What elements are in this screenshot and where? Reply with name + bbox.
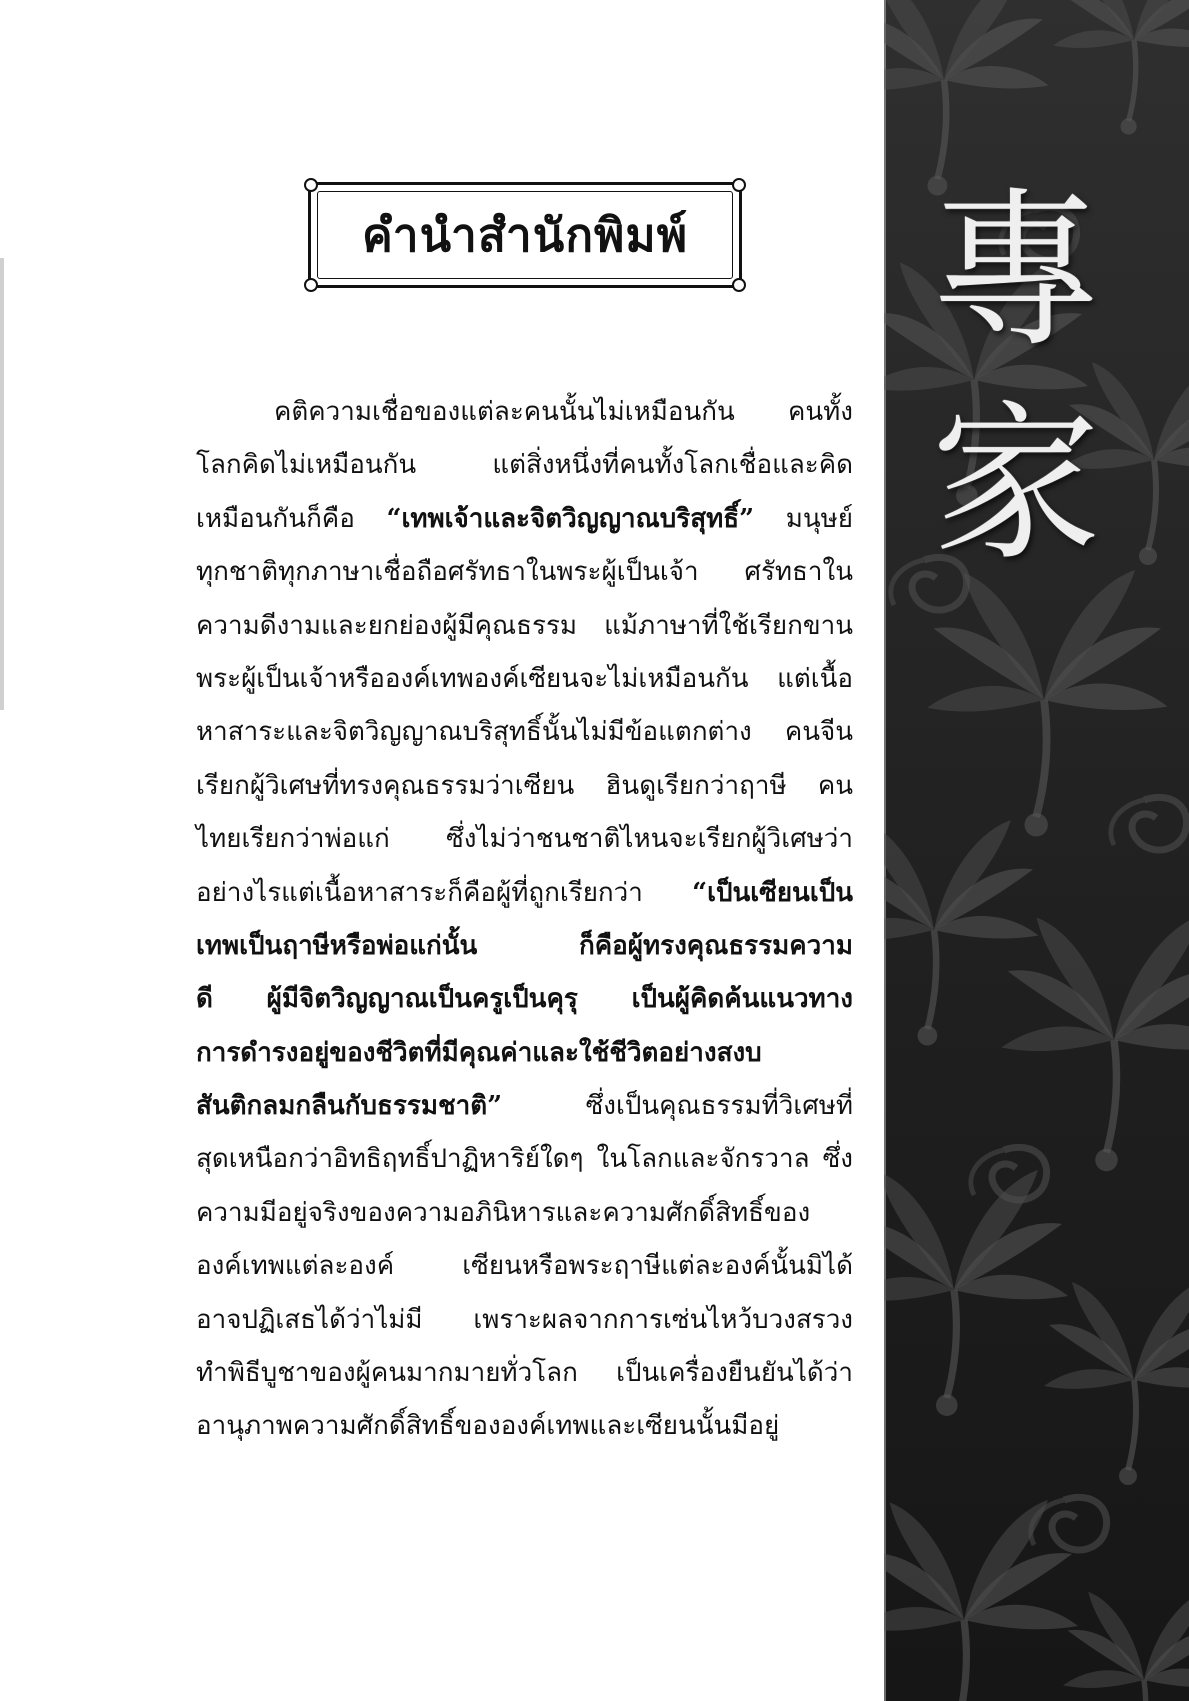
frame-corner-ornament	[304, 278, 318, 292]
frame-corner-ornament	[732, 178, 746, 192]
bold-text-segment: “เทพเจ้าและจิตวิญญาณบริสุทธิ์”	[386, 503, 755, 534]
vertical-chinese-title	[916, 170, 1116, 588]
bold-text-segment: สันติกลมกลืนกับธรรมชาติ”	[196, 1091, 503, 1122]
paragraph-line	[196, 1400, 853, 1453]
paragraph-line	[196, 1187, 853, 1240]
paragraph-line	[196, 1080, 853, 1133]
text-segment: โลกคิดไม่เหมือนกัน แต่สิ่งหนึ่งที่คนทั้งโลกเชื่อและคิด	[196, 450, 853, 481]
vertical-title-char: 家	[930, 386, 1101, 584]
text-segment: พระผู้เป็นเจ้าหรือองค์เทพองค์เซียนจะไม่เหมือนกัน แต่เนื้อ	[196, 663, 853, 694]
bold-text-segment: “เป็นเซียนเป็น	[692, 877, 853, 908]
text-segment: ซึ่งเป็นคุณธรรมที่วิเศษที่	[502, 1091, 853, 1122]
text-segment: อาจปฏิเสธได้ว่าไม่มี เพราะผลจากการเซ่นไหว้บวงสรวง	[196, 1304, 853, 1335]
text-segment: ความดีงามและยกย่องผู้มีคุณธรรม แม้ภาษาที่ใช้เรียกขาน	[196, 610, 853, 641]
text-segment: ทุกชาติทุกภาษาเชื่อถือศรัทธาในพระผู้เป็นเจ้า ศรัทธาใน	[196, 557, 853, 588]
paragraph-line	[196, 386, 853, 439]
bold-text-segment: ดี ผู้มีจิตวิญญาณเป็นครูเป็นคุรุ เป็นผู้คิดค้นแนวทาง	[196, 984, 853, 1015]
paragraph-line	[196, 760, 853, 813]
paragraph-line	[196, 439, 853, 492]
page-edge-mark	[0, 258, 4, 710]
text-segment: มนุษย์	[754, 503, 853, 534]
paragraph-line	[196, 1294, 853, 1347]
text-segment: อย่างไรแต่เนื้อหาสาระก็คือผู้ที่ถูกเรียกว่า	[196, 877, 693, 908]
text-segment: ไทยเรียกว่าพ่อแก่ ซึ่งไม่ว่าชนชาติไหนจะเรียกผู้วิเศษว่า	[196, 824, 853, 855]
preface-body	[196, 386, 853, 1454]
paragraph-line	[196, 973, 853, 1026]
bold-text-segment: การดำรงอยู่ของชีวิตที่มีคุณค่าและใช้ชีวิตอย่างสงบ	[196, 1037, 762, 1068]
paragraph-line	[196, 867, 853, 920]
text-segment: เหมือนกันก็คือ	[196, 503, 387, 534]
paragraph-line	[196, 653, 853, 706]
bold-text-segment: เทพเป็นฤาษีหรือพ่อแก่นั้น ก็คือผู้ทรงคุณธรรมความ	[196, 930, 853, 961]
page-title: คำนำสำนักพิมพ์	[361, 207, 689, 262]
text-segment: ความมีอยู่จริงของความอภินิหารและความศักดิ์สิทธิ์ของ	[196, 1197, 811, 1228]
page-title-frame	[308, 182, 742, 288]
text-segment: ทำพิธีบูชาของผู้คนมากมายทั่วโลก เป็นเครื่องยืนยันได้ว่า	[196, 1358, 853, 1389]
paragraph-line	[196, 1240, 853, 1293]
paragraph-line	[196, 1347, 853, 1400]
paragraph-line	[196, 546, 853, 599]
paragraph-line	[196, 706, 853, 759]
paragraph-line	[196, 493, 853, 546]
text-segment: คติความเชื่อของแต่ละคนนั้นไม่เหมือนกัน คนทั้ง	[274, 397, 853, 427]
text-segment: อานุภาพความศักดิ์สิทธิ์ขององค์เทพและเซียนนั้นมีอยู่	[196, 1411, 780, 1442]
text-segment: หาสาระและจิตวิญญาณบริสุทธิ์นั้นไม่มีข้อแตกต่าง คนจีน	[196, 717, 853, 748]
text-segment: เรียกผู้วิเศษที่ทรงคุณธรรมว่าเซียน ฮินดูเรียกว่าฤาษี คน	[196, 770, 853, 801]
paragraph-line	[196, 1133, 853, 1186]
frame-corner-ornament	[304, 178, 318, 192]
text-segment: องค์เทพแต่ละองค์ เซียนหรือพระฤาษีแต่ละองค์นั้นมิได้	[196, 1251, 853, 1282]
paragraph-line	[196, 813, 853, 866]
vertical-title-char: 專	[930, 173, 1101, 371]
paragraph-line	[196, 600, 853, 653]
text-segment: สุดเหนือกว่าอิทธิฤทธิ์ปาฏิหาริย์ใดๆ ในโลกและจักรวาล ซึ่ง	[196, 1144, 853, 1175]
paragraph-line	[196, 1027, 853, 1080]
frame-corner-ornament	[732, 278, 746, 292]
paragraph-line	[196, 920, 853, 973]
